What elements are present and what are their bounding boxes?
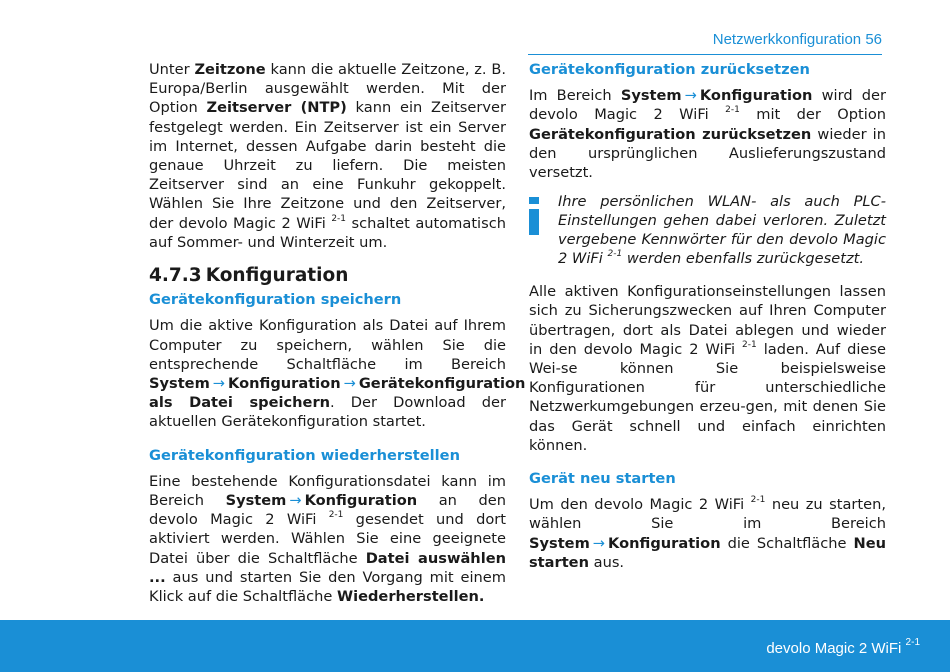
page-header xyxy=(713,31,882,48)
term-zeitserver: Zeitserver (NTP) xyxy=(206,99,347,117)
left-column xyxy=(149,60,526,614)
intro-paragraph: Unter Zeitzone kann die aktuelle Zeitzone, z. B. Europa/Berlin ausgewählt werden. Mit der Option Zeitserver (NTP) kann ein Zeitserver festgelegt werden. Ein Zeitserver ist ein Server im Internet, dessen Aufgabe darin besteht die genaue Uhrzeit zu liefern. Die meisten Zeitserver sind an eine Funkuhr gekoppelt. Wählen Sie Ihre Zeitzone und den Zeitserver, der devolo Magic 2 WiFi $^{2-1}$ schaltet automatisch auf Sommer- und Winterzeit um. xyxy=(149,61,507,251)
header-divider xyxy=(528,54,882,55)
restart-paragraph: Um den devolo Magic 2 WiFi $^{2-1}$ neu zu starten, wählen Sie im Bereich System → Konfiguration die Schaltfläche Neu starten aus. xyxy=(529,495,886,571)
arrow-icon: → xyxy=(289,492,302,510)
subheading-save: Gerätekonfiguration speichern xyxy=(149,291,402,309)
info-note xyxy=(529,192,886,268)
page-footer xyxy=(0,620,950,672)
section-number: 4.7.3 xyxy=(149,265,202,287)
section-heading xyxy=(149,266,506,285)
info-note-text: Ihre persönlichen WLAN- als auch PLC-Einstellungen gehen dabei verloren. Zuletzt vergebene Kennwörter für den devolo Magic 2 WiFi $^{2-1}$ werden ebenfalls zurückgesetzt. xyxy=(558,193,886,268)
footer-product: devolo Magic 2 WiFi $^{2-1}$ xyxy=(766,637,920,657)
restore-paragraph: Eine bestehende Konfigurationsdatei kann im Bereich System → Konfiguration an den devolo Magic 2 WiFi $^{2-1}$ gesendet und dort aktiviert werden. Wählen Sie eine geeignete Datei über die Schaltfläche Datei auswählen ... aus und starten Sie den Vorgang mit einem Klick auf die Schaltfläche Wiederherstellen. xyxy=(149,472,506,606)
arrow-icon: → xyxy=(684,87,697,105)
header-section-title: Netzwerkkonfiguration xyxy=(712,31,862,48)
save-paragraph: Um die aktive Konfiguration als Datei auf Ihrem Computer zu speichern, wählen Sie die entsprechende Schaltfläche im Bereich System → Konfiguration → Gerätekonfiguration als Datei speichern. Der Download der aktuellen Gerätekonfiguration startet. xyxy=(149,317,526,431)
subheading-reset: Gerätekonfiguration zurücksetzen xyxy=(529,61,810,78)
backup-paragraph: Alle aktiven Konfigurationseinstellungen lassen sich zu Sicherungszwecken auf Ihren Computer übertragen, dort als Datei ablegen und wieder in den devolo Magic 2 WiFi $^{2-1}$ laden. Auf diese Wei-se können Sie beispielsweise Konfigurationen für unterschiedliche Netzwerkumgebungen erzeu-gen, mit denen Sie das Gerät schnell und einfach einrichten können. xyxy=(529,283,886,454)
reset-paragraph: Im Bereich System → Konfiguration wird der devolo Magic 2 WiFi $^{2-1}$ mit der Option Gerätekonfiguration zurücksetzen wieder in den ursprünglichen Auslieferungszustand versetzt. xyxy=(529,87,887,182)
right-column xyxy=(529,60,886,580)
arrow-icon: → xyxy=(592,534,606,552)
term-zeitzone: Zeitzone xyxy=(194,61,266,78)
subheading-restore: Gerätekonfiguration wiederherstellen xyxy=(149,446,460,464)
subheading-restart: Gerät neu starten xyxy=(529,470,676,488)
arrow-icon: → xyxy=(212,375,226,393)
arrow-icon: → xyxy=(343,375,356,393)
section-title: Konfiguration xyxy=(205,265,349,287)
header-page-number: 56 xyxy=(865,31,882,48)
